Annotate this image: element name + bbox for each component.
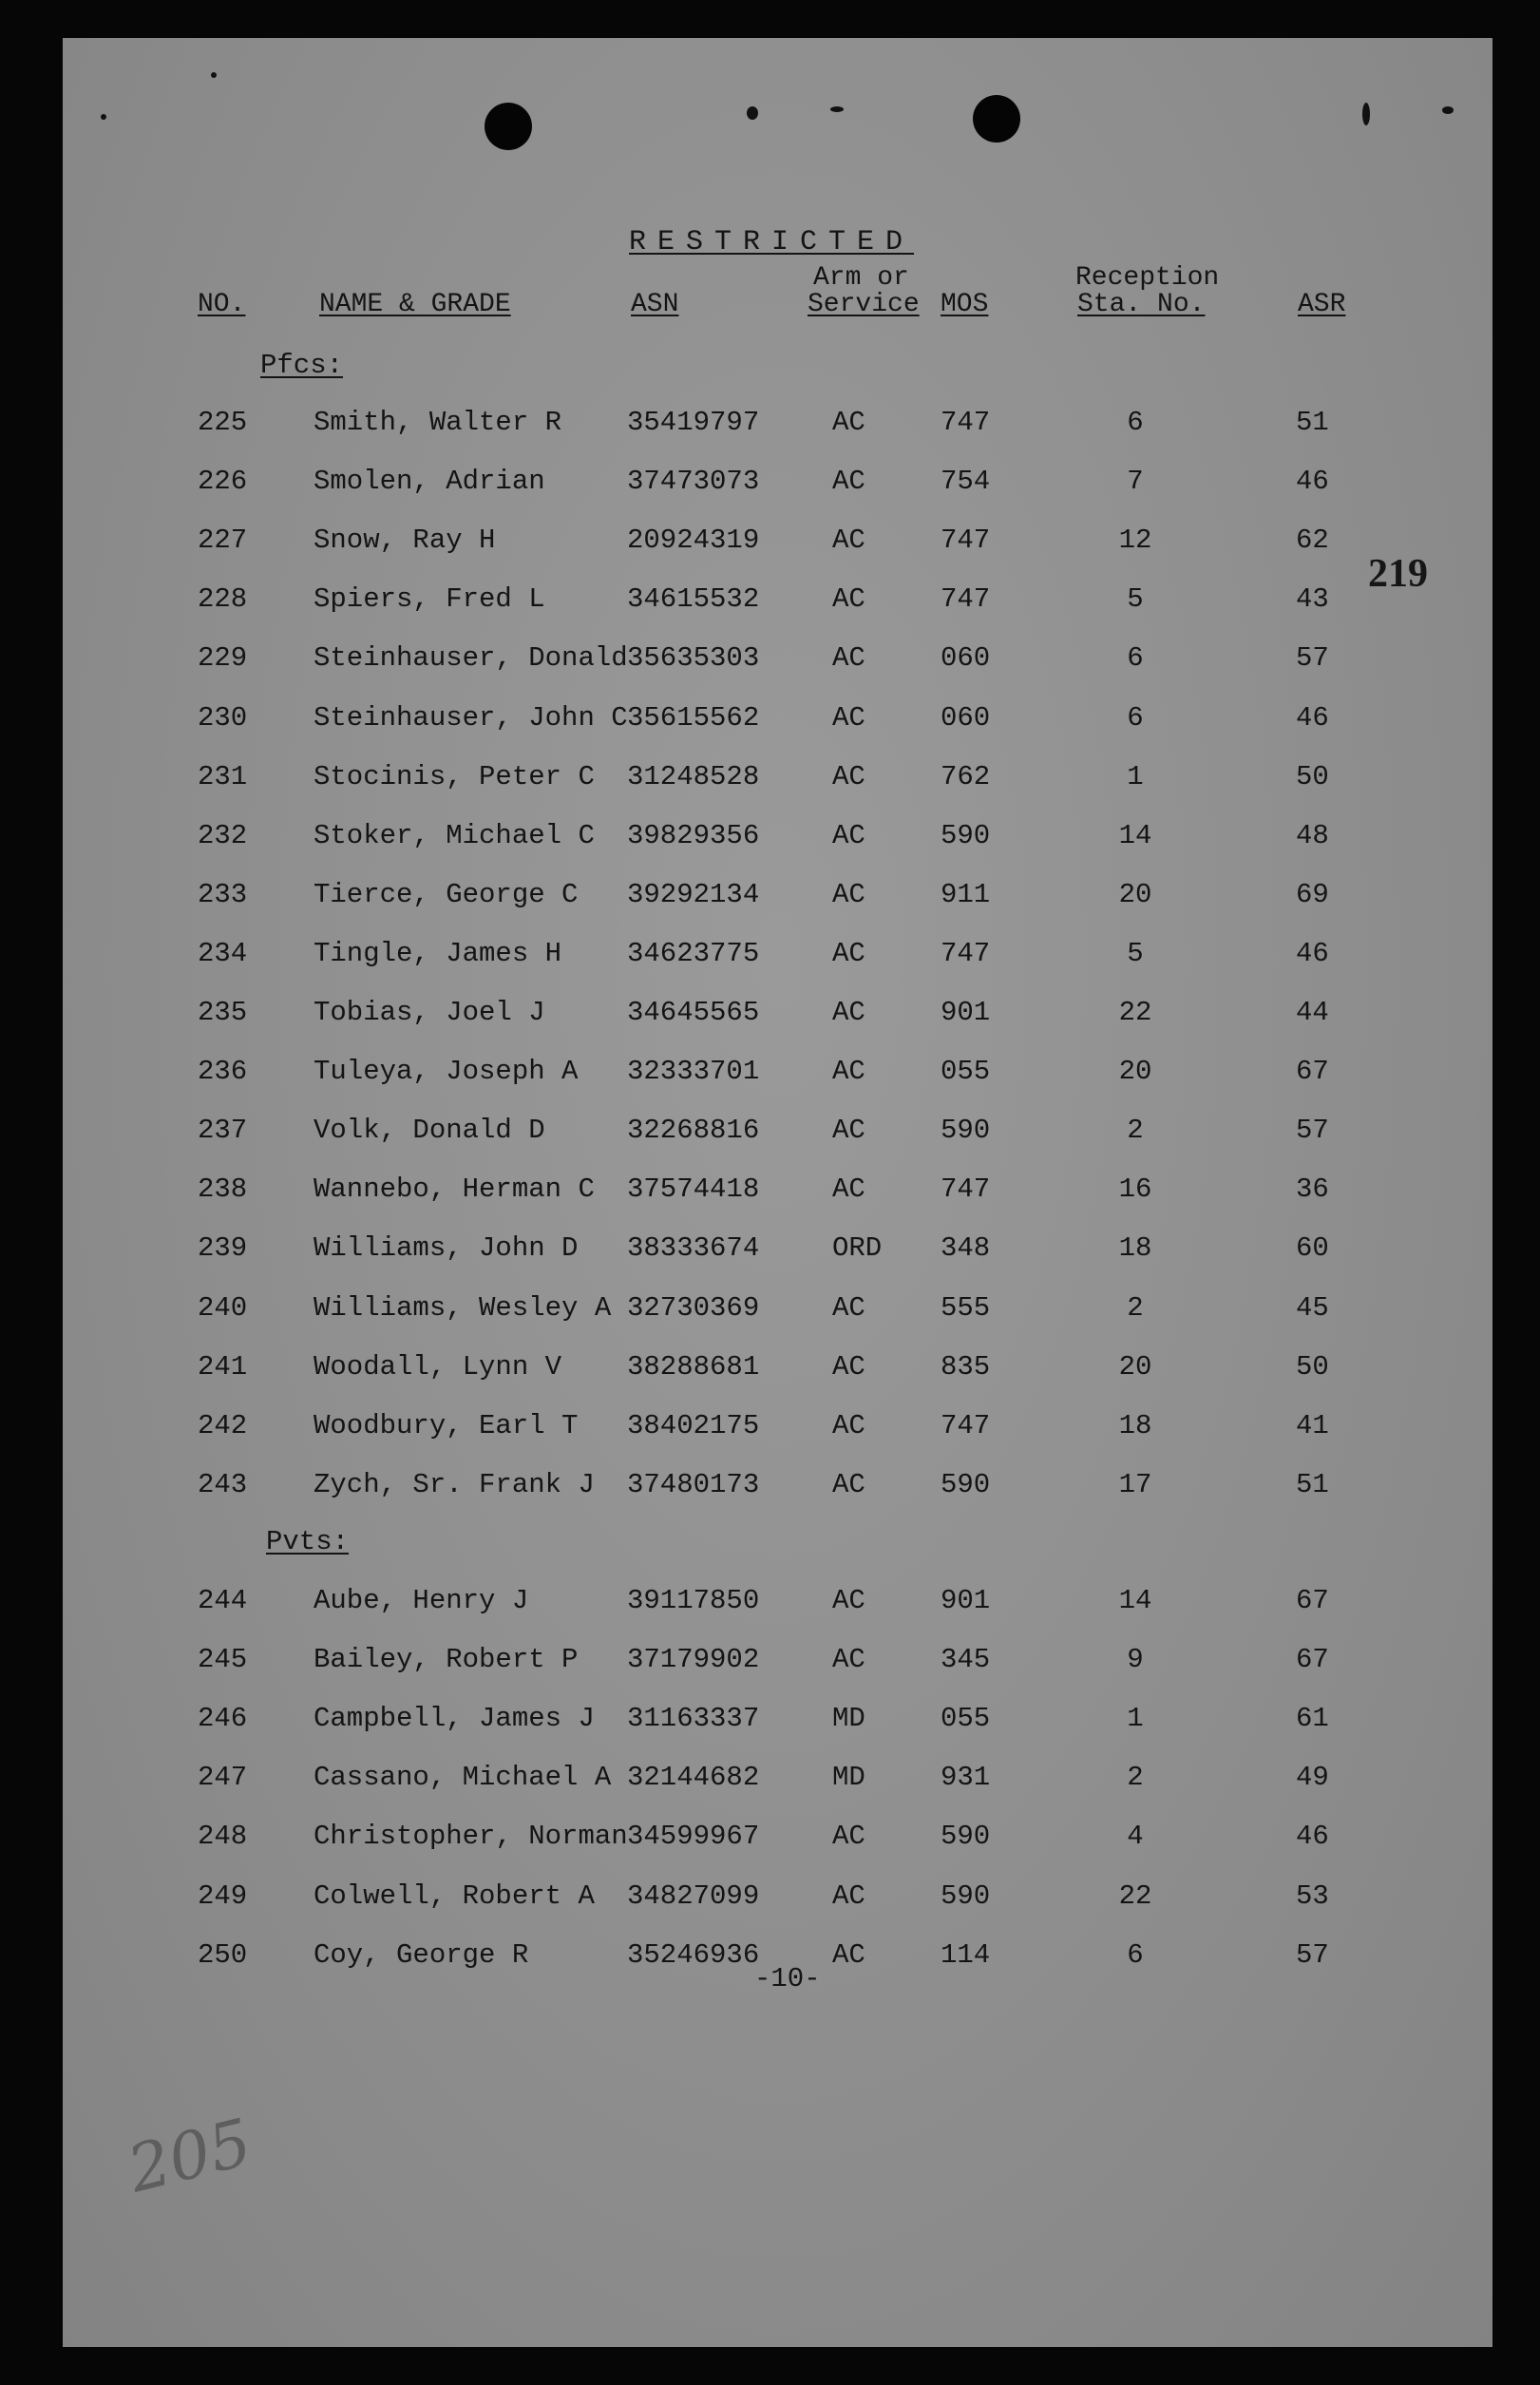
asn-cell: 38333674 xyxy=(627,1232,760,1264)
row-number: 250 xyxy=(198,1939,248,1971)
asn-cell: 32144682 xyxy=(627,1762,760,1793)
section-label-pvts: Pvts: xyxy=(266,1526,350,1557)
row-number: 237 xyxy=(198,1115,248,1146)
asn-cell: 37473073 xyxy=(627,466,760,497)
reception-station-cell: 2 xyxy=(1127,1115,1144,1146)
table-row xyxy=(0,407,1540,445)
mos-cell: 754 xyxy=(941,466,991,497)
asr-cell: 67 xyxy=(1296,1585,1329,1616)
asr-cell: 57 xyxy=(1296,1115,1329,1146)
arm-service-cell: MD xyxy=(832,1762,865,1793)
mos-cell: 901 xyxy=(941,997,991,1028)
asr-cell: 46 xyxy=(1296,938,1329,969)
reception-station-cell: 7 xyxy=(1127,466,1144,497)
asn-cell: 34615532 xyxy=(627,583,760,615)
mos-cell: 114 xyxy=(941,1939,991,1971)
table-row xyxy=(0,642,1540,680)
table-row xyxy=(0,1585,1540,1623)
arm-service-cell: AC xyxy=(832,1644,865,1675)
header-arm-line1: Arm or xyxy=(813,263,909,293)
asr-cell: 51 xyxy=(1296,407,1329,438)
punch-hole-left xyxy=(485,103,532,150)
asr-cell: 46 xyxy=(1296,702,1329,734)
ink-speck xyxy=(747,106,758,120)
arm-service-cell: ORD xyxy=(832,1232,883,1264)
asr-cell: 45 xyxy=(1296,1292,1329,1324)
table-row xyxy=(0,761,1540,799)
soldier-name-grade: Tierce, George C xyxy=(314,879,579,910)
table-row xyxy=(0,1703,1540,1741)
soldier-name-grade: Steinhauser, Donald xyxy=(314,642,628,674)
asr-cell: 50 xyxy=(1296,761,1329,792)
reception-station-cell: 16 xyxy=(1118,1173,1152,1205)
soldier-name-grade: Colwell, Robert A xyxy=(314,1880,595,1912)
asn-cell: 35419797 xyxy=(627,407,760,438)
soldier-name-grade: Coy, George R xyxy=(314,1939,529,1971)
asn-cell: 31248528 xyxy=(627,761,760,792)
row-number: 230 xyxy=(198,702,248,734)
table-row xyxy=(0,820,1540,858)
header-no: NO. xyxy=(198,290,246,319)
soldier-name-grade: Aube, Henry J xyxy=(314,1585,529,1616)
row-number: 244 xyxy=(198,1585,248,1616)
asn-cell: 38288681 xyxy=(627,1351,760,1383)
soldier-name-grade: Christopher, Norman xyxy=(314,1821,628,1852)
reception-station-cell: 6 xyxy=(1127,407,1144,438)
arm-service-cell: AC xyxy=(832,583,865,615)
reception-station-cell: 22 xyxy=(1118,1880,1152,1912)
section-label-pfcs: Pfcs: xyxy=(260,350,344,381)
asn-cell: 34827099 xyxy=(627,1880,760,1912)
arm-service-cell: AC xyxy=(832,761,865,792)
asn-cell: 32268816 xyxy=(627,1115,760,1146)
soldier-name-grade: Wannebo, Herman C xyxy=(314,1173,595,1205)
soldier-name-grade: Williams, John D xyxy=(314,1232,579,1264)
reception-station-cell: 22 xyxy=(1118,997,1152,1028)
asr-cell: 51 xyxy=(1296,1469,1329,1500)
row-number: 238 xyxy=(198,1173,248,1205)
ink-speck xyxy=(211,72,217,78)
arm-service-cell: AC xyxy=(832,1056,865,1087)
arm-service-cell: AC xyxy=(832,1410,865,1441)
soldier-name-grade: Volk, Donald D xyxy=(314,1115,545,1146)
reception-station-cell: 20 xyxy=(1118,1056,1152,1087)
asn-cell: 37179902 xyxy=(627,1644,760,1675)
soldier-name-grade: Snow, Ray H xyxy=(314,525,496,556)
header-mos: MOS xyxy=(941,290,989,319)
reception-station-cell: 14 xyxy=(1118,820,1152,851)
row-number: 240 xyxy=(198,1292,248,1324)
mos-cell: 747 xyxy=(941,525,991,556)
ink-speck xyxy=(101,114,106,120)
row-number: 247 xyxy=(198,1762,248,1793)
arm-service-cell: AC xyxy=(832,1173,865,1205)
asn-cell: 31163337 xyxy=(627,1703,760,1734)
row-number: 229 xyxy=(198,642,248,674)
asr-cell: 57 xyxy=(1296,642,1329,674)
asr-cell: 46 xyxy=(1296,1821,1329,1852)
asr-cell: 60 xyxy=(1296,1232,1329,1264)
asn-cell: 39292134 xyxy=(627,879,760,910)
reception-station-cell: 6 xyxy=(1127,642,1144,674)
arm-service-cell: AC xyxy=(832,879,865,910)
classification-marking: RESTRICTED xyxy=(629,226,915,258)
asr-cell: 67 xyxy=(1296,1056,1329,1087)
mos-cell: 555 xyxy=(941,1292,991,1324)
asr-cell: 46 xyxy=(1296,466,1329,497)
mos-cell: 911 xyxy=(941,879,991,910)
mos-cell: 060 xyxy=(941,702,991,734)
row-number: 235 xyxy=(198,997,248,1028)
table-row xyxy=(0,702,1540,740)
mos-cell: 348 xyxy=(941,1232,991,1264)
reception-station-cell: 1 xyxy=(1127,761,1144,792)
header-asr: ASR xyxy=(1298,290,1346,319)
row-number: 241 xyxy=(198,1351,248,1383)
row-number: 231 xyxy=(198,761,248,792)
row-number: 234 xyxy=(198,938,248,969)
reception-station-cell: 20 xyxy=(1118,879,1152,910)
asr-cell: 41 xyxy=(1296,1410,1329,1441)
table-row xyxy=(0,1232,1540,1270)
row-number: 228 xyxy=(198,583,248,615)
soldier-name-grade: Tuleya, Joseph A xyxy=(314,1056,579,1087)
table-row xyxy=(0,938,1540,976)
asr-cell: 49 xyxy=(1296,1762,1329,1793)
header-name-grade: NAME & GRADE xyxy=(319,290,511,319)
asr-cell: 44 xyxy=(1296,997,1329,1028)
soldier-name-grade: Stoker, Michael C xyxy=(314,820,595,851)
mos-cell: 835 xyxy=(941,1351,991,1383)
stamped-number: 219 xyxy=(1368,552,1428,596)
asr-cell: 43 xyxy=(1296,583,1329,615)
row-number: 239 xyxy=(198,1232,248,1264)
asr-cell: 61 xyxy=(1296,1703,1329,1734)
reception-station-cell: 17 xyxy=(1118,1469,1152,1500)
header-arm-line2: Service xyxy=(808,290,920,319)
table-row xyxy=(0,525,1540,563)
arm-service-cell: AC xyxy=(832,938,865,969)
table-row xyxy=(0,583,1540,621)
header-asn: ASN xyxy=(631,290,679,319)
arm-service-cell: AC xyxy=(832,1469,865,1500)
table-row xyxy=(0,466,1540,504)
soldier-name-grade: Woodall, Lynn V xyxy=(314,1351,562,1383)
mos-cell: 747 xyxy=(941,407,991,438)
ink-speck xyxy=(1442,106,1454,114)
asn-cell: 34645565 xyxy=(627,997,760,1028)
row-number: 249 xyxy=(198,1880,248,1912)
asr-cell: 48 xyxy=(1296,820,1329,851)
mos-cell: 590 xyxy=(941,820,991,851)
arm-service-cell: AC xyxy=(832,1880,865,1912)
reception-station-cell: 12 xyxy=(1118,525,1152,556)
mos-cell: 590 xyxy=(941,1115,991,1146)
soldier-name-grade: Steinhauser, John C xyxy=(314,702,628,734)
table-row xyxy=(0,879,1540,917)
mos-cell: 901 xyxy=(941,1585,991,1616)
arm-service-cell: MD xyxy=(832,1703,865,1734)
mos-cell: 055 xyxy=(941,1703,991,1734)
row-number: 232 xyxy=(198,820,248,851)
table-row xyxy=(0,1173,1540,1212)
table-row xyxy=(0,1880,1540,1918)
mos-cell: 055 xyxy=(941,1056,991,1087)
mos-cell: 060 xyxy=(941,642,991,674)
asn-cell: 32730369 xyxy=(627,1292,760,1324)
reception-station-cell: 6 xyxy=(1127,1939,1144,1971)
row-number: 246 xyxy=(198,1703,248,1734)
soldier-name-grade: Smolen, Adrian xyxy=(314,466,545,497)
asn-cell: 34623775 xyxy=(627,938,760,969)
asn-cell: 38402175 xyxy=(627,1410,760,1441)
row-number: 227 xyxy=(198,525,248,556)
mos-cell: 747 xyxy=(941,938,991,969)
soldier-name-grade: Tingle, James H xyxy=(314,938,562,969)
asr-cell: 36 xyxy=(1296,1173,1329,1205)
asr-cell: 53 xyxy=(1296,1880,1329,1912)
reception-station-cell: 5 xyxy=(1127,583,1144,615)
reception-station-cell: 5 xyxy=(1127,938,1144,969)
row-number: 233 xyxy=(198,879,248,910)
mos-cell: 590 xyxy=(941,1880,991,1912)
asn-cell: 20924319 xyxy=(627,525,760,556)
arm-service-cell: AC xyxy=(832,642,865,674)
asr-cell: 62 xyxy=(1296,525,1329,556)
asn-cell: 34599967 xyxy=(627,1821,760,1852)
mos-cell: 747 xyxy=(941,1173,991,1205)
row-number: 225 xyxy=(198,407,248,438)
asn-cell: 39117850 xyxy=(627,1585,760,1616)
arm-service-cell: AC xyxy=(832,702,865,734)
asn-cell: 35635303 xyxy=(627,642,760,674)
asn-cell: 37480173 xyxy=(627,1469,760,1500)
soldier-name-grade: Cassano, Michael A xyxy=(314,1762,612,1793)
header-station-line1: Reception xyxy=(1075,263,1220,293)
asn-cell: 35615562 xyxy=(627,702,760,734)
mos-cell: 590 xyxy=(941,1821,991,1852)
mos-cell: 931 xyxy=(941,1762,991,1793)
pencil-annotation: 205 xyxy=(121,2105,259,2208)
arm-service-cell: AC xyxy=(832,466,865,497)
asr-cell: 67 xyxy=(1296,1644,1329,1675)
row-number: 243 xyxy=(198,1469,248,1500)
table-row xyxy=(0,1644,1540,1682)
mos-cell: 762 xyxy=(941,761,991,792)
asn-cell: 32333701 xyxy=(627,1056,760,1087)
row-number: 226 xyxy=(198,466,248,497)
row-number: 242 xyxy=(198,1410,248,1441)
soldier-name-grade: Campbell, James J xyxy=(314,1703,595,1734)
reception-station-cell: 14 xyxy=(1118,1585,1152,1616)
arm-service-cell: AC xyxy=(832,1939,865,1971)
row-number: 248 xyxy=(198,1821,248,1852)
reception-station-cell: 4 xyxy=(1127,1821,1144,1852)
table-row xyxy=(0,997,1540,1035)
reception-station-cell: 18 xyxy=(1118,1232,1152,1264)
soldier-name-grade: Bailey, Robert P xyxy=(314,1644,579,1675)
arm-service-cell: AC xyxy=(832,1821,865,1852)
row-number: 236 xyxy=(198,1056,248,1087)
soldier-name-grade: Stocinis, Peter C xyxy=(314,761,595,792)
arm-service-cell: AC xyxy=(832,1292,865,1324)
soldier-name-grade: Woodbury, Earl T xyxy=(314,1410,579,1441)
mos-cell: 747 xyxy=(941,1410,991,1441)
mos-cell: 590 xyxy=(941,1469,991,1500)
reception-station-cell: 2 xyxy=(1127,1292,1144,1324)
arm-service-cell: AC xyxy=(832,525,865,556)
soldier-name-grade: Smith, Walter R xyxy=(314,407,562,438)
header-station-line2: Sta. No. xyxy=(1077,290,1206,319)
table-row xyxy=(0,1056,1540,1094)
table-row xyxy=(0,1469,1540,1507)
table-row xyxy=(0,1292,1540,1330)
punch-hole-right xyxy=(973,95,1020,143)
table-row xyxy=(0,1821,1540,1859)
row-number: 245 xyxy=(198,1644,248,1675)
arm-service-cell: AC xyxy=(832,997,865,1028)
ink-speck xyxy=(1362,103,1370,125)
reception-station-cell: 18 xyxy=(1118,1410,1152,1441)
soldier-name-grade: Williams, Wesley A xyxy=(314,1292,612,1324)
table-row xyxy=(0,1410,1540,1448)
arm-service-cell: AC xyxy=(832,820,865,851)
table-row xyxy=(0,1351,1540,1389)
page-number: -10- xyxy=(754,1963,821,1994)
mos-cell: 345 xyxy=(941,1644,991,1675)
reception-station-cell: 1 xyxy=(1127,1703,1144,1734)
arm-service-cell: AC xyxy=(832,1351,865,1383)
reception-station-cell: 6 xyxy=(1127,702,1144,734)
reception-station-cell: 9 xyxy=(1127,1644,1144,1675)
soldier-name-grade: Spiers, Fred L xyxy=(314,583,545,615)
asn-cell: 37574418 xyxy=(627,1173,760,1205)
ink-speck xyxy=(830,106,844,112)
asr-cell: 57 xyxy=(1296,1939,1329,1971)
arm-service-cell: AC xyxy=(832,1585,865,1616)
table-row xyxy=(0,1762,1540,1800)
soldier-name-grade: Tobias, Joel J xyxy=(314,997,545,1028)
arm-service-cell: AC xyxy=(832,1115,865,1146)
mos-cell: 747 xyxy=(941,583,991,615)
reception-station-cell: 2 xyxy=(1127,1762,1144,1793)
asn-cell: 39829356 xyxy=(627,820,760,851)
reception-station-cell: 20 xyxy=(1118,1351,1152,1383)
asr-cell: 69 xyxy=(1296,879,1329,910)
asn-cell: 35246936 xyxy=(627,1939,760,1971)
table-row xyxy=(0,1115,1540,1153)
arm-service-cell: AC xyxy=(832,407,865,438)
soldier-name-grade: Zych, Sr. Frank J xyxy=(314,1469,595,1500)
asr-cell: 50 xyxy=(1296,1351,1329,1383)
